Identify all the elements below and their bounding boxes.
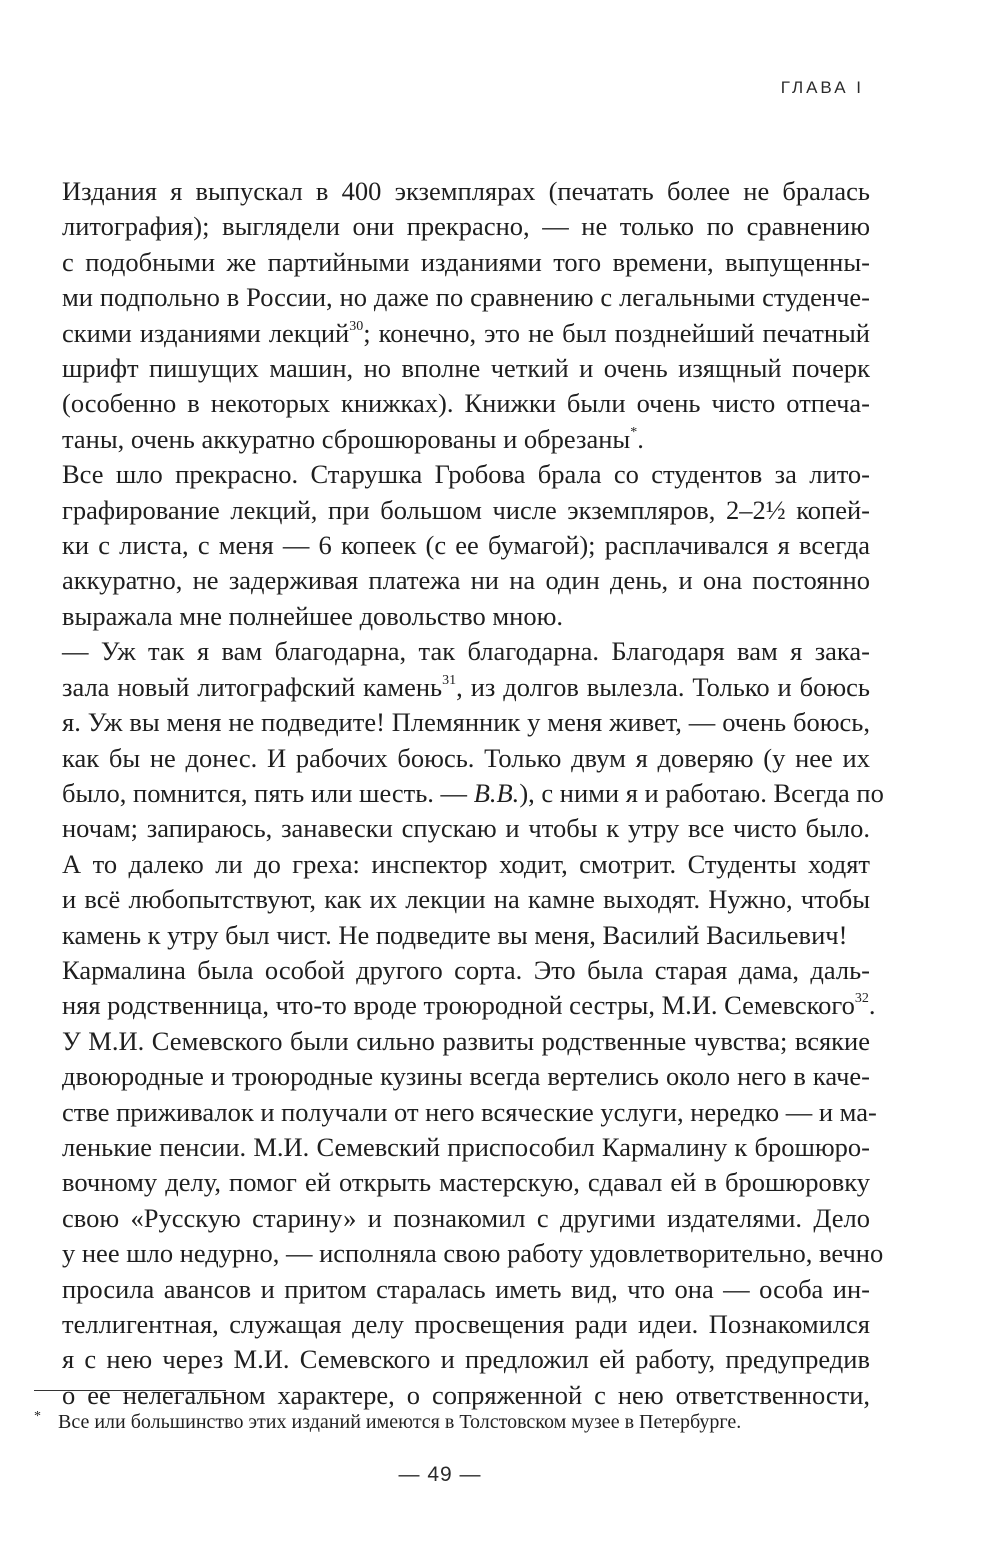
text-line: ночам; запираюсь, занавески спускаю и чтобы к утру все чисто было. bbox=[62, 813, 870, 844]
initials-italic: В.В. bbox=[473, 777, 520, 808]
text-line: свою «Русскую старину» и познакомил с другими издателями. Дело bbox=[62, 1202, 870, 1233]
text-line: няя родственница, что-то вроде троюродной сестры, М.И. Семевского$^{32}$. bbox=[62, 990, 876, 1021]
text-line: У М.И. Семевского были сильно развиты родственные чувства; всякие bbox=[62, 1025, 870, 1056]
footnote-mark: * bbox=[34, 1409, 41, 1424]
text-line: А то далеко ли до греха: инспектор ходит, смотрит. Студенты ходят bbox=[62, 848, 870, 879]
paragraph-3 bbox=[62, 634, 884, 953]
text-line: просила авансов и притом старалась иметь вид, что она — особа ин- bbox=[62, 1273, 870, 1304]
text-line: таны, очень аккуратно сброшюрованы и обрезаны*. bbox=[62, 423, 644, 454]
paragraph-2 bbox=[62, 457, 870, 634]
text-line: (особенно в некоторых книжках). Книжки были очень чисто отпеча- bbox=[62, 388, 870, 419]
text-line: аккуратно, не задерживая платежа ни на один день, и она постоянно bbox=[62, 565, 870, 596]
text-line: Все шло прекрасно. Старушка Гробова брала со студентов за лито- bbox=[62, 459, 870, 490]
main-text bbox=[62, 174, 884, 1413]
text-line: у нее шло недурно, — исполняла свою работу удовлетворительно, вечно bbox=[62, 1238, 884, 1269]
footnote-text: Все или большинство этих изданий имеются в Толстовском музее в Петербурге. bbox=[58, 1411, 742, 1433]
text-line: как бы не донес. И рабочих боюсь. Только двум я доверяю (у нее их bbox=[62, 742, 870, 773]
text-line: вочному делу, помог ей открыть мастерскую, сдавал ей в брошюровку bbox=[62, 1167, 870, 1198]
text-line: выражала мне полнейшее довольство мною. bbox=[62, 600, 564, 631]
text-line: графирование лекций, при большом числе экземпляров, 2–2½ копей- bbox=[62, 494, 870, 525]
text-line: и всё любопытствуют, как их лекции на камне выходят. Нужно, чтобы bbox=[62, 884, 870, 915]
text-line: было, помнится, пять или шесть. — В.В.), с ними я и работаю. Всегда по bbox=[62, 777, 884, 808]
text-line: зала новый литографский камень$^{31}$, из долгов вылезла. Только и боюсь bbox=[62, 671, 870, 702]
paragraph-4 bbox=[62, 953, 884, 1413]
text-line: я с нею через М.И. Семевского и предложил ей работу, предупредив bbox=[62, 1344, 870, 1375]
paragraph-1 bbox=[62, 174, 870, 457]
text-line: с подобными же партийными изданиями того времени, выпущенны- bbox=[62, 246, 870, 277]
footnote-ref-31: 31 bbox=[442, 672, 457, 688]
text-line: двоюродные и троюродные кузины всегда вертелись около него в каче- bbox=[62, 1061, 870, 1092]
footnote-ref-30: 30 bbox=[349, 318, 364, 334]
text-line: шрифт пишущих машин, но вполне четкий и очень изящный почерк bbox=[62, 353, 870, 384]
footnote bbox=[34, 1404, 854, 1435]
text-line: стве приживалок и получали от него всяческие услуги, нередко — и ма- bbox=[62, 1096, 877, 1127]
running-head: ГЛАВА I bbox=[780, 78, 864, 97]
text-line: камень к утру был чист. Не подведите вы меня, Василий Васильевич! bbox=[62, 919, 848, 950]
text-line: ки с листа, с меня — 6 копеек (с ее бумагой); расплачивался я всегда bbox=[62, 530, 870, 561]
text-line: ми подпольно в России, но даже по сравнению с легальными студенче- bbox=[62, 282, 870, 313]
text-line: Издания я выпускал в 400 экземплярах (печатать более не бралась bbox=[62, 176, 870, 206]
footnote-divider bbox=[34, 1390, 226, 1391]
text-line: я. Уж вы меня не подведите! Племянник у меня живет, — очень боюсь, bbox=[62, 707, 870, 738]
footnote-ref-32: 32 bbox=[854, 991, 869, 1007]
text-line: скими изданиями лекций$^{30}$; конечно, это не был позднейший печатный bbox=[62, 317, 870, 348]
text-line: литография); выглядели они прекрасно, — не только по сравнению bbox=[62, 211, 870, 242]
text-line: ленькие пенсии. М.И. Семевский приспособил Кармалину к брошюро- bbox=[62, 1131, 870, 1162]
page-number: — 49 — bbox=[398, 1463, 482, 1486]
footnote-ref-star: * bbox=[630, 424, 638, 440]
text-line: — Уж так я вам благодарна, так благодарна. Благодаря вам я зака- bbox=[62, 636, 870, 667]
text-line: о ее нелегальном характере, о сопряженной с нею ответственности, bbox=[62, 1379, 870, 1410]
text-line: Кармалина была особой другого сорта. Это была старая дама, даль- bbox=[62, 954, 870, 985]
text-line: теллигентная, служащая делу просвещения ради идеи. Познакомился bbox=[62, 1309, 870, 1339]
